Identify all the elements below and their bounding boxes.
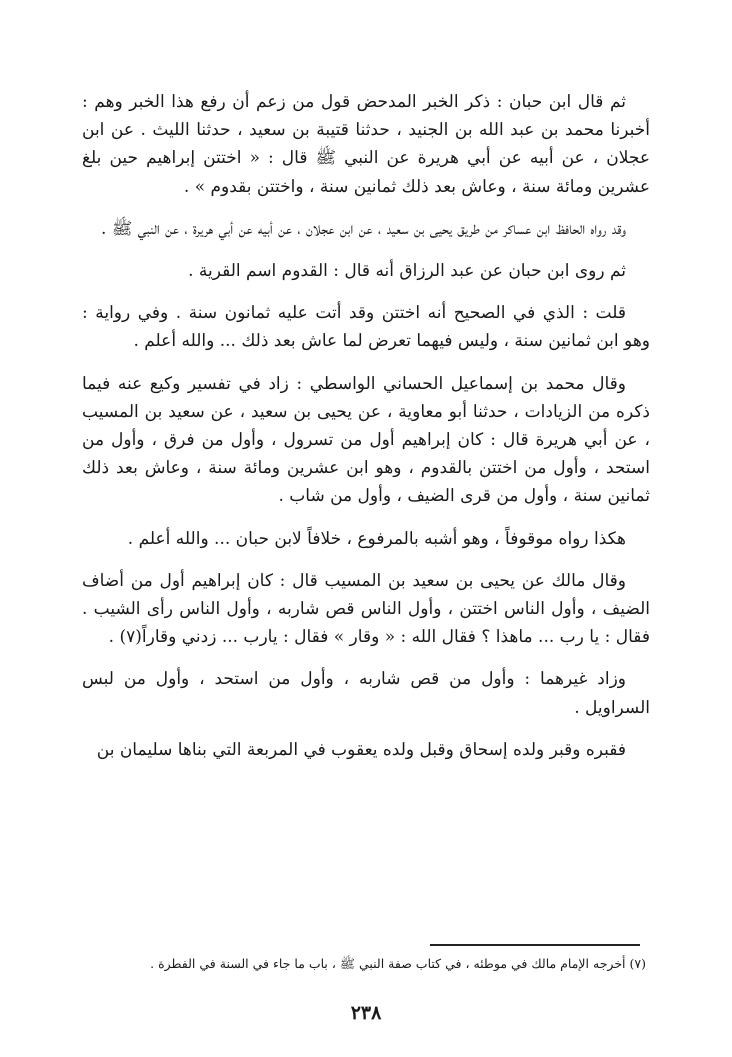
- paragraph-malik-report: وقال مالك عن يحيى بن سعيد بن المسيب قال : كان إبراهيم أول من أضاف الضيف ، وأول الناس اختتن ، وأول الناس قص شاربه ، وأول الناس رأى الشيب . فقال : يا رب ... ماهذا ؟ فقال الله : « وقار » فقال : يارب ... زدني وقاراً(٧) .: [82, 570, 650, 648]
- page-number: ٢٣٨: [350, 1002, 382, 1024]
- paragraph-ibn-hibban-report: ثم قال ابن حبان : ذكر الخبر المدحض قول من زعم أن رفع هذا الخبر وهم : أخبرنا محمد بن عبد الله بن الجنيد ، حدثنا قتيبة بن سعيد ، حدثنا الليث . عن ابن عجلان ، عن أبيه عن أبي هريرة عن النبي ﷺ قال : « اختتن إبراهيم حين بلغ عشرين ومائة سنة ، وعاش بعد ذلك ثمانين سنة ، واختتن بقدوم » .: [82, 92, 650, 197]
- paragraph-qadum-meaning: ثم روى ابن حبان عن عبد الرزاق أنه قال : القدوم اسم القرية .: [188, 261, 626, 282]
- paragraph-ibn-asakir: وقد رواه الحافظ ابن عساكر من طريق يحيى بن سعيد ، عن ابن عجلان ، عن أبيه عن أبي هريرة ، عن النبي ﷺ .: [101, 218, 626, 239]
- footnote: (٧) أخرجه الإمام مالك في موطئه ، في كتاب صفة النبي ﷺ ، باب ما جاء في السنة في الفطرة .: [150, 956, 646, 971]
- paragraph-author-comment: قلت : الذي في الصحيح أنه اختتن وقد أتت عليه ثمانون سنة . وفي رواية : وهو ابن ثمانين سنة ، وليس فيهما تعرض لما عاش بعد ذلك ... والله أعلم .: [82, 303, 650, 352]
- paragraph-wasiti-report: وقال محمد بن إسماعيل الحساني الواسطي : زاد في تفسير وكيع عنه فيما ذكره من الزيادات ، حدثنا أبو معاوية ، عن يحيى بن سعيد ، عن سعيد بن المسيب ، عن أبي هريرة قال : كان إبراهيم أول من تسرول ، وأول من فرق ، وأول من استحد ، وأول من اختتن بالقدوم ، وهو ابن عشرين ومائة سنة ، وعاش بعد ذلك ثمانين سنة ، وأول من قرى الضيف ، وأول من شاب .: [82, 373, 650, 507]
- paragraph-additions: وزاد غيرهما : وأول من قص شاربه ، وأول من استحد ، وأول من لبس السراويل .: [82, 669, 650, 718]
- main-text: [82, 88, 650, 778]
- paragraph-mawquf-note: هكذا رواه موقوفاً ، وهو أشبه بالمرفوع ، خلافاً لابن حبان ... والله أعلم .: [127, 528, 626, 549]
- paragraph-grave: فقبره وقبر ولده إسحاق وقبل ولده يعقوب في المربعة التي بناها سليمان بن: [96, 739, 626, 760]
- footnote-divider: [430, 944, 640, 946]
